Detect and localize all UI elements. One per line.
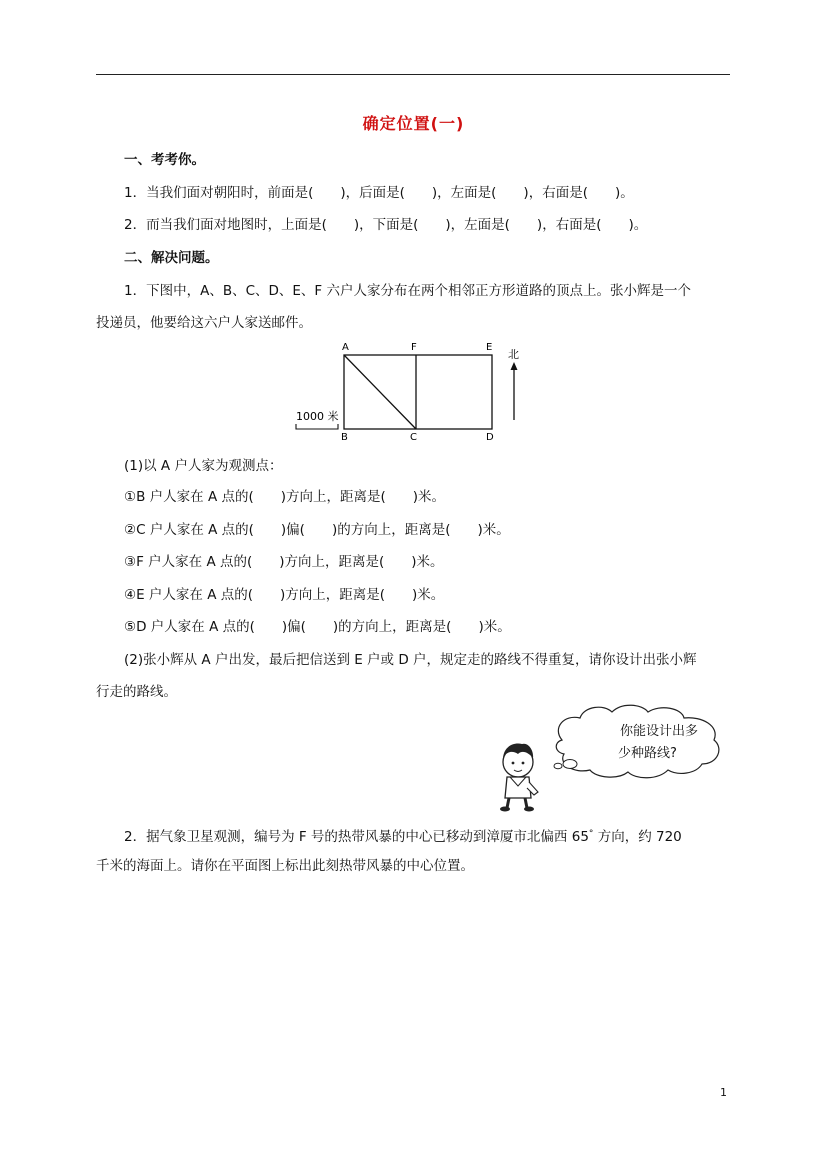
diagram-outer-rect: [344, 355, 492, 429]
sub-question-1-intro: (1)以 A 户人家为观测点：: [124, 458, 283, 474]
cartoon-boy-illustration: [492, 702, 728, 814]
point-label-f: F: [411, 342, 417, 353]
degree-sign: °: [588, 829, 594, 839]
header-rule: [96, 74, 730, 75]
boy-right-shoe: [524, 807, 534, 812]
page-number: 1: [720, 1086, 727, 1099]
boy-body: [505, 777, 531, 798]
sub-item-1: ①B 户人家在 A 点的( )方向上，距离是( )米。: [124, 489, 446, 505]
boy-left-eye: [512, 762, 515, 765]
section-heading-1: 一、考考你。: [124, 152, 205, 168]
bubble-text-line-2: 少种路线?: [618, 746, 677, 761]
boy-right-leg: [525, 798, 527, 808]
bubble-text-line-1: 你能设计出多: [620, 724, 699, 739]
sub-item-4: ④E 户人家在 A 点的( )方向上，距离是( )米。: [124, 587, 445, 603]
problem-2-line-1-part-a: 2．据气象卫星观测，编号为 F 号的热带风暴的中心已移动到漳厦市北偏西 65: [124, 829, 589, 845]
scale-label: 1000 米: [296, 410, 339, 423]
boy-left-shoe: [500, 807, 510, 812]
point-label-c: C: [410, 432, 417, 443]
problem-2-line-2: 千米的海面上。请你在平面图上标出此刻热带风暴的中心位置。: [96, 858, 474, 874]
sub-item-2: ②C 户人家在 A 点的( )偏( )的方向上，距离是( )米。: [124, 522, 510, 538]
north-arrowhead-icon: [511, 362, 518, 370]
problem-1-line-1: 1．下图中，A、B、C、D、E、F 六户人家分布在两个相邻正方形道路的顶点上。张小辉是一个: [124, 283, 691, 299]
boy-right-eye: [522, 762, 525, 765]
point-label-a: A: [342, 342, 349, 353]
point-label-e: E: [486, 342, 493, 353]
boy-left-leg: [507, 798, 509, 808]
scale-bar: [296, 424, 338, 429]
point-label-b: B: [341, 432, 348, 443]
diagram-diagonal-road: [344, 355, 416, 429]
question-1: 1．当我们面对朝阳时，前面是( )，后面是( )，左面是( )，右面是( )。: [124, 185, 634, 201]
sub-question-2-line-2: 行走的路线。: [96, 684, 177, 700]
section-heading-2: 二、解决问题。: [124, 250, 219, 266]
thought-bubble-tail-small: [554, 763, 562, 769]
problem-2-line-1-part-b: 方向，约 720: [593, 829, 682, 845]
sub-item-5: ⑤D 户人家在 A 点的( )偏( )的方向上，距离是( )米。: [124, 619, 511, 635]
question-2: 2．而当我们面对地图时，上面是( )，下面是( )，左面是( )，右面是( )。: [124, 217, 648, 233]
problem-1-line-2: 投递员，他要给这六户人家送邮件。: [96, 315, 312, 331]
sub-item-3: ③F 户人家在 A 点的( )方向上，距离是( )米。: [124, 554, 444, 570]
point-label-d: D: [486, 432, 494, 443]
problem-2-line-1: [124, 824, 682, 847]
square-roads-diagram: [290, 338, 530, 446]
sub-question-2-line-1: (2)张小辉从 A 户出发，最后把信送到 E 户或 D 户，规定走的路线不得重复，请你设计出张小辉: [124, 652, 697, 668]
thought-bubble-tail-large: [563, 760, 577, 769]
north-label: 北: [508, 348, 519, 361]
page-title: 确定位置(一): [362, 114, 465, 133]
